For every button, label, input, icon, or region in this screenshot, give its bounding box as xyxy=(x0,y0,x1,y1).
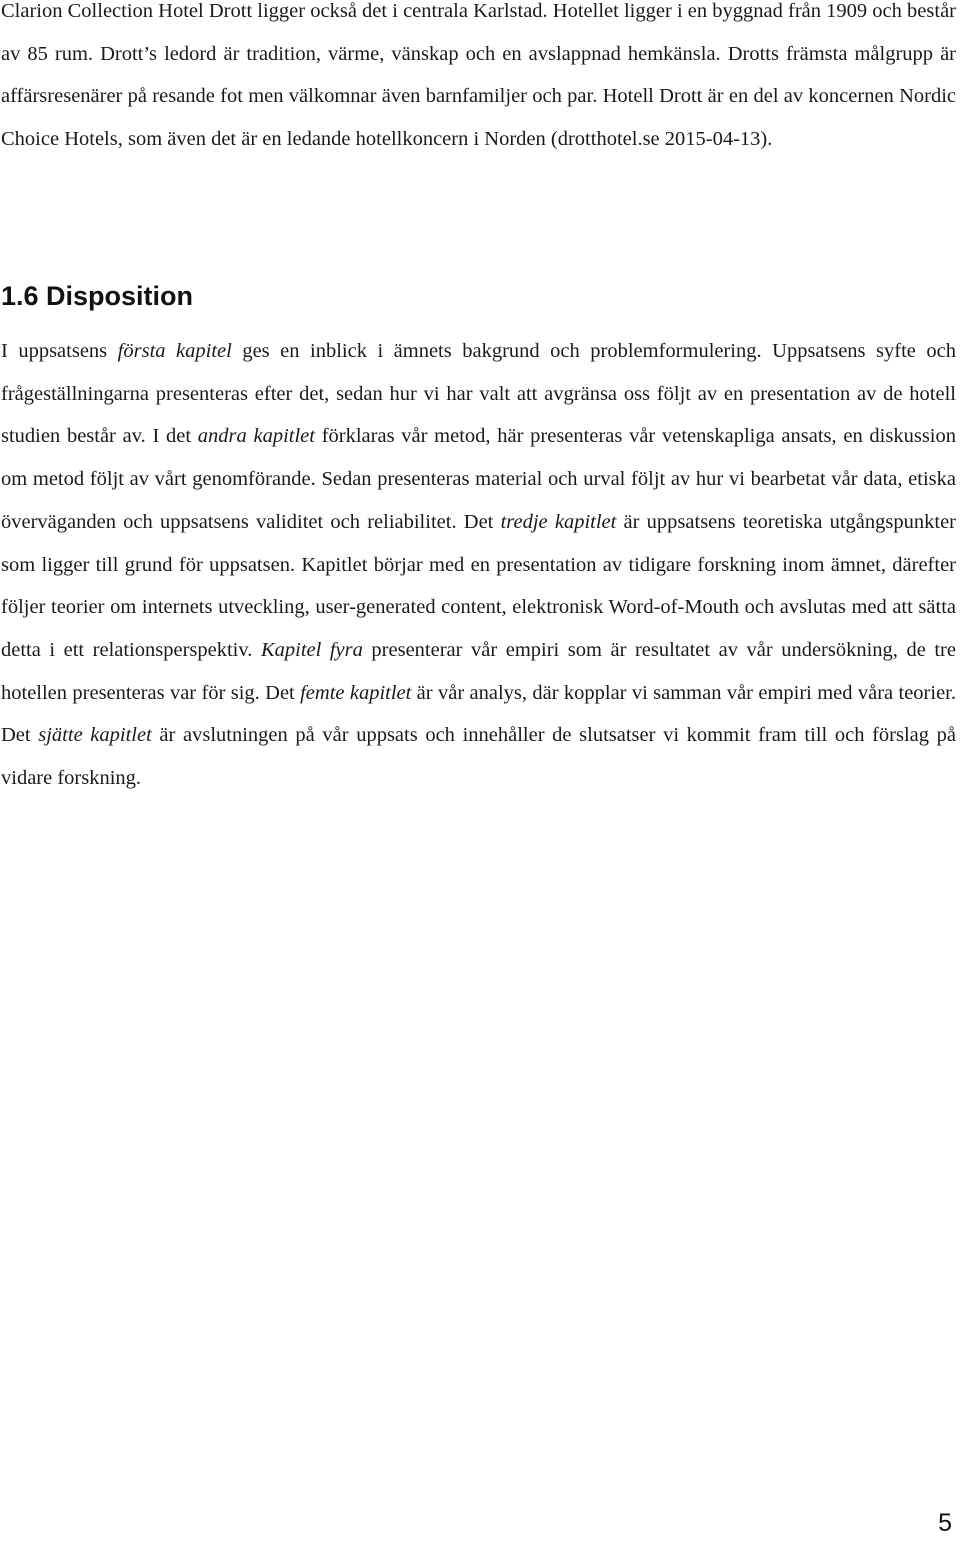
emphasis-tredje-kapitlet: tredje kapitlet xyxy=(500,510,617,533)
paragraph-text: är uppsatsens teoretiska utgångspunkter som ligger till grund för uppsatsen. Kapitlet börjar med en presentation av tidigare forskning inom ämnet, därefter följer teorier om internets utveckling, user-generated content, elektronisk Word-of-Mouth och avslutas med att sätta detta i ett relationsperspektiv. xyxy=(1,510,956,661)
page-number: 5 xyxy=(938,1509,952,1537)
paragraph-text: ges en inblick i ämnets bakgrund och problemformulering. Uppsatsens syfte och frågeställningarna presenteras efter det, sedan hur vi har valt att avgränsa oss följt av en presentation av de hotell studien består av. I det xyxy=(1,340,956,448)
paragraph-text: är vår analys, där kopplar vi samman vår empiri med våra teorier. Det xyxy=(1,681,956,747)
paragraph-text: förklaras vår metod, här presenteras vår vetenskapliga ansats, en diskussion om metod följt av vårt genomförande. Sedan presenteras material och urval följt av hur vi bearbetat vår data, etiska överväganden och uppsatsens validitet och reliabilitet. Det xyxy=(1,425,956,533)
section-heading: 1.6 Disposition xyxy=(1,281,194,311)
paragraph-text: är avslutningen på vår uppsats och innehåller de slutsatser vi kommit fram till och förslag på vidare forskning. xyxy=(1,724,957,790)
paragraph-text: I uppsatsens xyxy=(1,340,118,362)
paragraph-text: presenterar vår empiri som är resultatet av vår undersökning, de tre hotellen presenteras var för sig. Det xyxy=(1,638,956,704)
emphasis-kapitel-fyra: Kapitel fyra xyxy=(260,638,363,661)
emphasis-andra-kapitlet: andra kapitlet xyxy=(197,425,315,448)
emphasis-sjatte-kapitlet: sjätte kapitlet xyxy=(38,724,152,747)
intro-paragraph xyxy=(1,0,956,161)
intro-paragraph-text: Clarion Collection Hotel Drott ligger också det i centrala Karlstad. Hotellet ligger i en byggnad från 1909 och består av 85 rum. Drott’s ledord är tradition, värme, vänskap och en avslappnad hemkänsla. Drotts främsta målgrupp är affärsresenärer på resande fot men välkomnar även barnfamiljer och par. Hotell Drott är en del av koncernen Nordic Choice Hotels, som även det är en ledande hotellkoncern i Norden (drotthotel.se 2015-04-13). xyxy=(1,0,956,151)
emphasis-forsta-kapitel: första kapitel xyxy=(117,340,232,362)
disposition-paragraph xyxy=(1,330,956,800)
emphasis-femte-kapitlet: femte kapitlet xyxy=(300,681,412,704)
